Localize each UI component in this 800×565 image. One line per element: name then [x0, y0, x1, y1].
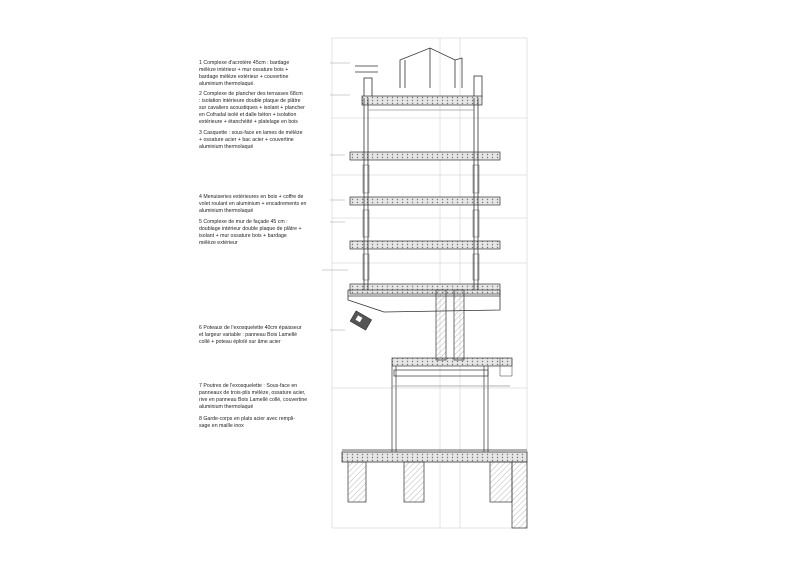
- note-6-poteaux-exosquelette: 6 Poteaux de l'exosquelette 40cm épaisseur et largeur variable : panneau Bois Lamellé collé + poteau éploïé sur âme acier: [199, 325, 302, 345]
- acrotere: [355, 66, 482, 98]
- note-2-plancher-terrasses: 2 Complexe de plancher des terrasses 68cm : isolation intérieure double plaque de plâtre sur cavaliers acoustiques + isolant + plancher en Cofradal isolé et dalle béton + isolation extérieure + étanchéité + platelage en bois: [199, 91, 305, 125]
- lower-storey: [392, 366, 510, 455]
- ground-slab: [342, 450, 527, 462]
- callout-leaders: [322, 63, 350, 330]
- note-5-mur-facade: 5 Complexe de mur de façade 45 cm : doublage intérieur double plaque de plâtre + isolant + mur ossature bois + bardage mélèze extérieur: [199, 219, 302, 246]
- floor-slabs: [350, 96, 512, 366]
- note-4-menuiseries: 4 Menuiseries extérieures en bois + coffre de volet roulant en aluminium + encadrements en aluminium thermolaqué: [199, 194, 307, 214]
- roof-pavilion: [400, 48, 462, 88]
- exoskeleton-columns: [436, 290, 464, 360]
- note-3-casquette: 3 Casquette : sous-face en lames de mélèze + ossature acier + bac acier + couvertine aluminium thermolaqué: [199, 130, 303, 150]
- rotated-detail-block: [350, 311, 372, 330]
- note-1-acrotere: 1 Complexe d'acrotère 45cm : bardage mélèze intérieur + mur ossature bois + bardage mélèze extérieur + couvertine aluminium thermolaqué.: [199, 60, 290, 87]
- foundations: [348, 462, 527, 528]
- note-8-garde-corps: 8 Garde-corps en plats acier avec rempli- sage en maille inox: [199, 416, 295, 429]
- facade-walls: [364, 98, 478, 290]
- note-7-poutres-exosquelette: 7 Poutres de l'exosquelette : Sous-face en panneaux de trois-plis mélèze, ossature acier, rive en panneau Bois Lamellé collé, couvertine aluminium thermolaqué: [199, 383, 308, 410]
